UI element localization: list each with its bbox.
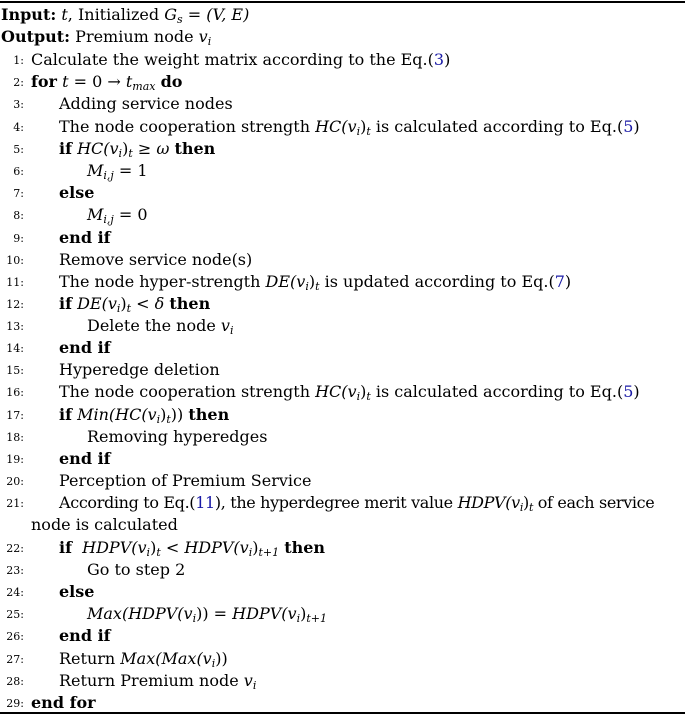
line-number: 29: xyxy=(6,697,24,710)
line-number: 13: xyxy=(6,320,24,333)
algo-line-24 xyxy=(0,581,685,603)
eq-ref-link[interactable]: 7 xyxy=(554,272,565,291)
math-sub: i xyxy=(305,280,309,293)
math: )) xyxy=(215,649,228,668)
algo-line-27 xyxy=(0,648,685,670)
math: ) xyxy=(252,538,259,557)
line-number: 21: xyxy=(6,497,24,510)
line-number: 22: xyxy=(6,542,24,555)
algo-line-4 xyxy=(0,116,685,138)
math: DE xyxy=(77,294,102,313)
math: ) xyxy=(360,382,367,401)
math: (v xyxy=(281,604,297,623)
algo-line-25 xyxy=(0,603,685,625)
eq-ref-link[interactable]: 3 xyxy=(433,50,445,69)
keyword-end-if: end if xyxy=(59,626,111,645)
math: HC xyxy=(315,117,342,136)
math-sub: t xyxy=(528,501,534,514)
algo-line-11 xyxy=(0,271,685,293)
math: (HC(v xyxy=(108,405,157,424)
math-sub: i xyxy=(211,657,216,670)
line-text: According to Eq.( xyxy=(59,493,196,512)
keyword-end-if: end if xyxy=(59,449,111,468)
algo-line-6 xyxy=(0,160,685,182)
math-sub: i xyxy=(146,546,151,559)
math: HDPV xyxy=(232,604,282,623)
algo-line-7 xyxy=(0,182,685,204)
math: HC xyxy=(315,382,342,401)
math-sub: t xyxy=(128,147,133,160)
input-var: t xyxy=(61,5,68,24)
eq-ref-link[interactable]: 5 xyxy=(623,117,634,136)
algo-line-14 xyxy=(0,337,685,359)
math-sub: t xyxy=(366,125,371,138)
input-text: , Initialized xyxy=(67,5,160,24)
paren-close: ) xyxy=(444,50,451,69)
math-op: = 0 xyxy=(113,205,148,224)
math-sub: i xyxy=(356,390,361,403)
line-number: 4: xyxy=(13,121,24,134)
math-op: < xyxy=(131,294,155,313)
math-sub: t+1 xyxy=(258,546,280,559)
math: HDPV xyxy=(82,538,132,557)
line-text: Return Premium node xyxy=(59,671,239,690)
output-label: Output: xyxy=(1,27,71,46)
math: (Max(v xyxy=(155,649,212,668)
line-number: 15: xyxy=(6,364,24,377)
keyword-end-for: end for xyxy=(31,693,96,712)
math: HDPV xyxy=(457,493,506,512)
line-number: 1: xyxy=(13,54,24,67)
keyword-if: if xyxy=(59,294,72,313)
algo-line-1 xyxy=(0,49,685,71)
math-sub: i xyxy=(296,612,301,625)
eq-ref-link[interactable]: 11 xyxy=(195,493,215,512)
math-sub: i,j xyxy=(103,213,114,226)
math: ) xyxy=(120,294,127,313)
line-text: Hyperedge deletion xyxy=(59,360,220,379)
algo-line-22 xyxy=(0,537,685,559)
math-sub: t xyxy=(156,546,161,559)
algo-line-15 xyxy=(0,359,685,381)
math: (v xyxy=(131,538,147,557)
line-text: The node cooperation strength xyxy=(59,382,310,401)
line-number: 17: xyxy=(6,409,24,422)
line-text: Remove service node(s) xyxy=(59,250,253,269)
math: Min xyxy=(77,405,109,424)
algo-line-2 xyxy=(0,71,685,93)
algo-line-5 xyxy=(0,138,685,160)
algo-line-16 xyxy=(0,381,685,403)
line-number: 26: xyxy=(6,630,24,643)
algo-line-19 xyxy=(0,448,685,470)
line-text: Perception of Premium Service xyxy=(59,471,312,490)
line-text: Adding service nodes xyxy=(59,94,233,113)
line-number: 12: xyxy=(6,298,24,311)
algo-line-20 xyxy=(0,470,685,492)
math: HDPV xyxy=(184,538,234,557)
math-sub: t xyxy=(315,280,320,293)
keyword-do: do xyxy=(160,72,183,91)
line-number: 11: xyxy=(6,276,24,289)
math-sub: i xyxy=(192,612,197,625)
algo-line-23 xyxy=(0,559,685,581)
math: ) xyxy=(122,139,129,158)
line-number: 20: xyxy=(6,475,24,488)
line-number: 19: xyxy=(6,453,24,466)
line-text: The node hyper-strength xyxy=(59,272,261,291)
keyword-for: for xyxy=(31,72,57,91)
math: HC xyxy=(77,139,104,158)
input-line xyxy=(1,4,249,26)
algo-line-8 xyxy=(0,204,685,226)
math: ) xyxy=(150,538,157,557)
eq-ref-link[interactable]: 5 xyxy=(623,382,634,401)
line-text: is updated according to Eq.( xyxy=(319,272,555,291)
math-sub: i xyxy=(156,413,161,426)
math: (v xyxy=(505,493,520,512)
output-line xyxy=(1,26,211,48)
line-number: 8: xyxy=(13,209,24,222)
input-graph-eq: = (V, E) xyxy=(182,5,250,24)
math: Max xyxy=(87,604,122,623)
line-number: 6: xyxy=(13,165,24,178)
math: ) xyxy=(308,272,316,291)
output-var: v xyxy=(198,27,208,46)
keyword-then: then xyxy=(188,405,230,424)
line-number: 5: xyxy=(13,143,24,156)
math: v xyxy=(220,316,230,335)
line-number: 2: xyxy=(13,76,24,89)
math: M xyxy=(87,205,104,224)
math: t xyxy=(62,72,69,91)
input-graph-sub: s xyxy=(177,13,183,26)
line-number: 24: xyxy=(6,586,24,599)
algo-line-26 xyxy=(0,625,685,647)
algo-line-13 xyxy=(0,315,685,337)
math: Max xyxy=(120,649,156,668)
keyword-if: if xyxy=(59,405,72,424)
math: ) xyxy=(360,117,367,136)
line-number: 18: xyxy=(6,431,24,444)
line-text: Removing hyperedges xyxy=(87,427,268,446)
output-text: Premium node xyxy=(75,27,194,46)
algo-line-3 xyxy=(0,93,685,115)
line-text: is calculated according to Eq.( xyxy=(370,117,624,136)
math-sub: i xyxy=(356,125,361,138)
keyword-else: else xyxy=(59,183,95,202)
keyword-else: else xyxy=(59,582,95,601)
math: (v xyxy=(101,294,117,313)
math: v xyxy=(243,671,253,690)
line-text: The node cooperation strength xyxy=(59,117,310,136)
math: DE xyxy=(265,272,291,291)
math: ) xyxy=(160,405,167,424)
math-sub: t xyxy=(366,390,371,403)
keyword-then: then xyxy=(174,139,216,158)
math: M xyxy=(87,161,104,180)
math: (v xyxy=(290,272,306,291)
line-number: 16: xyxy=(6,386,24,399)
algo-line-9 xyxy=(0,227,685,249)
algo-line-21-continuation: node is calculated xyxy=(31,515,178,534)
paren-close: ) xyxy=(633,117,640,136)
line-number: 7: xyxy=(13,187,24,200)
paren-close: ) xyxy=(564,272,572,291)
math-op: = 1 xyxy=(113,161,148,180)
math: (HDPV(v xyxy=(121,604,193,623)
algo-line-10 xyxy=(0,249,685,271)
algo-line-29 xyxy=(0,692,685,714)
keyword-then: then xyxy=(169,294,211,313)
math-sub: t xyxy=(166,413,171,426)
math-sub: max xyxy=(132,80,156,93)
math: )) xyxy=(170,405,184,424)
math-sub: t+1 xyxy=(306,612,327,625)
math-sub: i xyxy=(229,324,234,337)
line-text: ), the hyperdegree merit value xyxy=(214,493,453,512)
line-number: 3: xyxy=(13,98,24,111)
math-op: = xyxy=(208,604,233,623)
bottom-rule xyxy=(0,712,685,714)
math-sub: i,j xyxy=(103,169,114,182)
math-op: < xyxy=(160,538,185,557)
line-text: of each service xyxy=(533,493,655,512)
line-number: 9: xyxy=(13,232,24,245)
math: )) xyxy=(196,604,209,623)
line-number: 25: xyxy=(6,608,24,621)
math: ) xyxy=(300,604,307,623)
math: t xyxy=(125,72,133,91)
math-sub: t xyxy=(126,302,132,315)
math: (v xyxy=(103,139,119,158)
math-sub: i xyxy=(118,147,123,160)
algo-line-21 xyxy=(0,492,685,514)
math: (v xyxy=(341,117,357,136)
line-text: is calculated according to Eq.( xyxy=(370,382,624,401)
math-op: ≥ xyxy=(132,139,157,158)
math-op: = 0 → xyxy=(68,72,126,91)
math-sub: i xyxy=(248,546,253,559)
math: δ xyxy=(154,294,165,313)
line-number: 10: xyxy=(6,254,24,267)
line-text: Calculate the weight matrix according to the Eq.( xyxy=(31,50,434,69)
algo-line-12 xyxy=(0,293,685,315)
math-sub: i xyxy=(252,679,257,692)
keyword-if: if xyxy=(59,538,72,557)
algo-line-18 xyxy=(0,426,685,448)
output-var-sub: i xyxy=(207,35,212,48)
math-sub: i xyxy=(116,302,121,315)
keyword-then: then xyxy=(284,538,326,557)
keyword-end-if: end if xyxy=(59,228,111,247)
algo-line-17 xyxy=(0,404,685,426)
line-text: Return xyxy=(59,649,116,668)
math: (v xyxy=(341,382,357,401)
input-label: Input: xyxy=(1,5,57,24)
line-number: 14: xyxy=(6,342,24,355)
math-sub: i xyxy=(519,501,524,514)
line-text: Go to step 2 xyxy=(87,560,186,579)
algo-line-28 xyxy=(0,670,685,692)
input-graph: G xyxy=(164,5,178,24)
math: (v xyxy=(233,538,249,557)
keyword-if: if xyxy=(59,139,72,158)
math: ) xyxy=(523,493,529,512)
line-number: 23: xyxy=(6,564,24,577)
paren-close: ) xyxy=(633,382,640,401)
keyword-end-if: end if xyxy=(59,338,111,357)
math: ω xyxy=(156,139,170,158)
line-text: Delete the node xyxy=(87,316,216,335)
line-number: 28: xyxy=(6,675,24,688)
line-number: 27: xyxy=(6,653,24,666)
top-rule xyxy=(0,1,685,3)
